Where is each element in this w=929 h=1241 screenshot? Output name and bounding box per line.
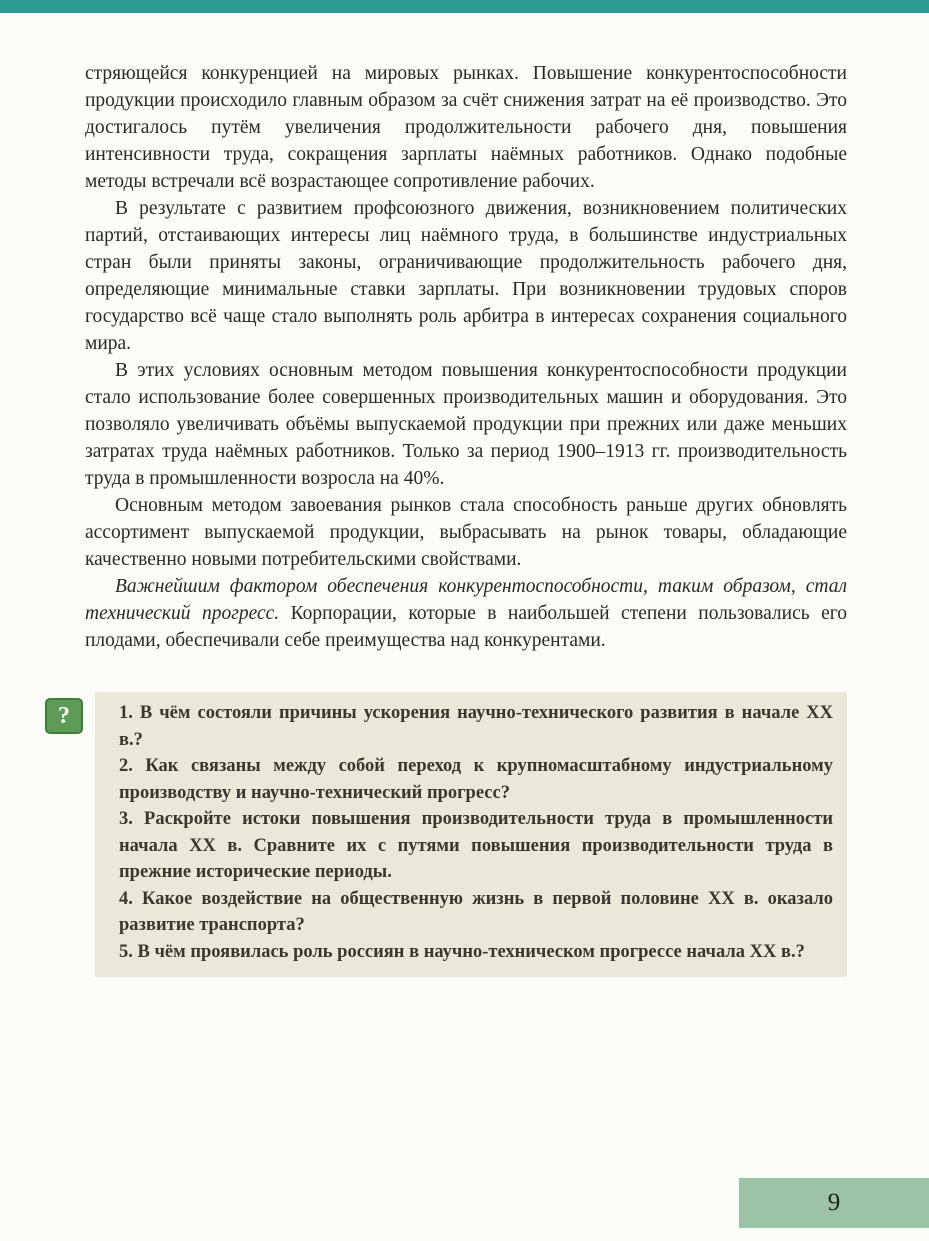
question-text: В чём состояли причины ускорения научно-технического развития в начале XX в.? (119, 703, 834, 750)
paragraph: В этих условиях основным методом повышения конкурентоспособности продукции стало использование более совершенных производительных машин и оборудования. Это позволяло увеличивать объёмы выпускаемой продукции при прежних или даже меньших затратах труда наёмных работников. Только за период 1900–1913 гг. производительность труда в промышленности возросла на 40%. (85, 360, 847, 489)
question-item (119, 753, 833, 806)
top-decoration-bar (0, 0, 929, 13)
question-number: 4. (119, 888, 133, 909)
page-content (58, 60, 847, 977)
question-number: 3. (119, 809, 133, 829)
emphasized-text: Важнейшим фактором обеспечения конкурентоспособности, таким образом, стал технический прогресс. (85, 576, 847, 624)
question-number: 5. (119, 941, 133, 962)
question-text: Какое воздействие на общественную жизнь в первой половине XX в. оказало развитие транспорта? (119, 888, 833, 935)
question-mark-icon (45, 698, 83, 734)
paragraph-continuation: стряющейся конкуренцией на мировых рынках. Повышение конкурентоспособности продукции происходило главным образом за счёт снижения затрат на её производство. Это достигалось путём увеличения продолжительности рабочего дня, повышения интенсивности труда, сокращения зарплаты наёмных работников. Однако подобные методы встречали всё возрастающее сопротивление рабочих. (85, 63, 847, 192)
question-item (119, 939, 833, 966)
questions-list (95, 692, 847, 977)
page-number-block (739, 1178, 929, 1228)
question-text: Как связаны между собой переход к крупномасштабному индустриальному производству и научно-технический прогресс? (119, 756, 834, 803)
question-item (119, 886, 833, 939)
paragraph-rest: Корпорации, которые в наибольшей степени пользовались его плодами, обеспечивали себе преимущества над конкурентами. (85, 603, 847, 651)
paragraph-emphasis (85, 573, 847, 654)
paragraph: Основным методом завоевания рынков стала способность раньше других обновлять ассортимент выпускаемой продукции, выбрасывать на рынок товары, обладающие качественно новыми потребительскими свойствами. (85, 495, 847, 570)
question-text: В чём проявилась роль россиян в научно-техническом прогрессе начала XX в.? (137, 941, 805, 962)
question-text: Раскройте истоки повышения производительности труда в промышленности начала XX в. Сравните их с путями повышения производительности труда в прежние исторические периоды. (119, 809, 833, 882)
question-mark-glyph: ? (58, 702, 70, 729)
question-item (119, 700, 833, 753)
page-number: 9 (827, 1189, 841, 1216)
questions-block (45, 692, 847, 977)
question-item (119, 806, 833, 886)
question-number: 2. (119, 756, 133, 776)
paragraph: В результате с развитием профсоюзного движения, возникновением политических партий, отстаивающих интересы лиц наёмного труда, в большинстве индустриальных стран были приняты законы, ограничивающие продолжительность рабочего дня, определяющие минимальные ставки зарплаты. При возникновении трудовых споров государство всё чаще стало выполнять роль арбитра в интересах сохранения социального мира. (85, 198, 847, 354)
question-number: 1. (119, 703, 133, 723)
